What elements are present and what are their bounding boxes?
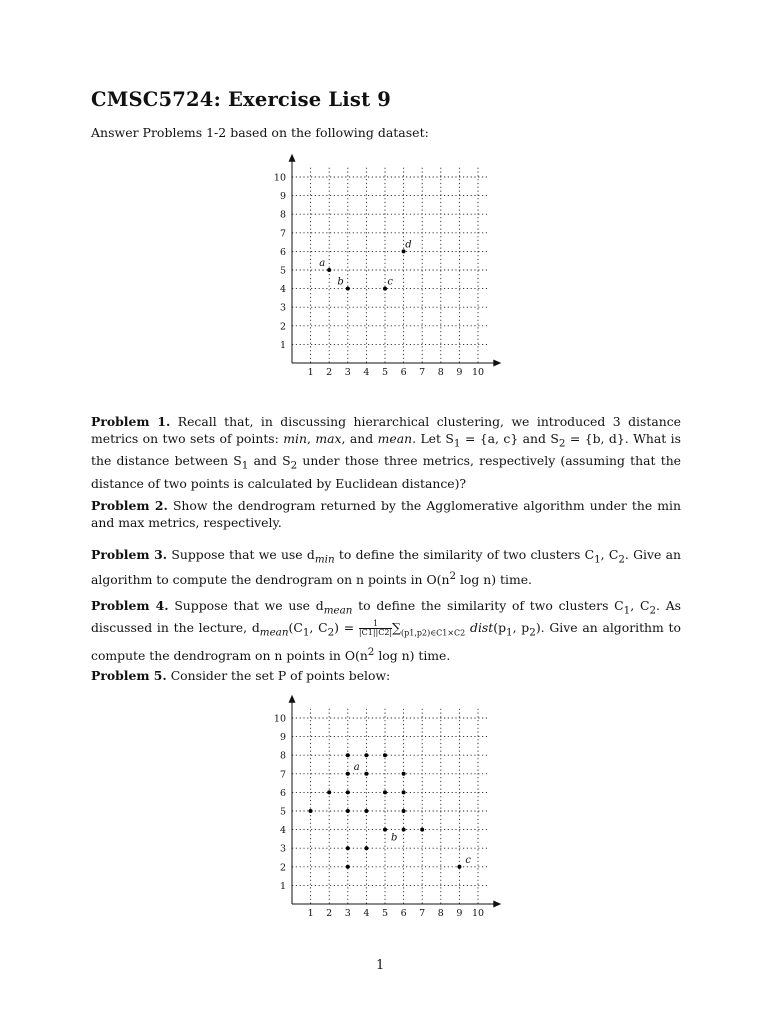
dist-function: dist [470, 620, 494, 636]
problem-3-text-d: . Give an algorithm to compute the dendrogram on n points in O(n [91, 547, 681, 588]
plot2-y-tick-label: 5 [279, 806, 286, 818]
plot2-data-point [364, 772, 368, 776]
problem-4-text-f: , C [309, 620, 328, 636]
problem-5 [91, 667, 681, 684]
plot1-x-arrow-icon [493, 360, 501, 367]
problem-5-text: Consider the set P of points below: [170, 668, 391, 683]
plot2-data-point [402, 828, 406, 832]
fraction-numerator: 1 [359, 620, 392, 629]
problem-1-text-f: under those three metrics, respectively (assuming that the distance of two points is calculated by Euclidean distance)? [91, 453, 682, 491]
plot2-data-point [420, 828, 424, 832]
problem-1-text-a: Recall that, in discussing hierarchical clustering, we introduced 3 distance metrics on two sets of points: [91, 414, 681, 446]
plot2-y-tick-label: 1 [279, 880, 286, 892]
sum-symbol: ∑ [392, 620, 401, 636]
plot1-data-point [327, 268, 331, 272]
plot2-data-point [346, 846, 350, 850]
plot1-x-tick-label: 4 [363, 367, 370, 378]
plot2-point-label: b [391, 832, 398, 844]
problem-3-text-c: , C [600, 547, 619, 562]
plot1-point-label: c [387, 276, 393, 288]
subscript: 1 [594, 553, 601, 566]
plot2-y-tick-label: 3 [279, 843, 286, 855]
subscript: 1 [302, 626, 310, 639]
plot2-x-tick-label: 9 [456, 908, 463, 919]
plot2-data-point [346, 772, 350, 776]
subscript: 1 [623, 604, 631, 617]
plot2-data-point [383, 828, 387, 832]
plot2-y-tick-label: 7 [279, 769, 286, 781]
problem-4-text-j: ). Give an algorithm to compute the dendrogram on n points in O(n [91, 620, 681, 664]
plot1-x-tick-label: 9 [456, 367, 463, 378]
plot2-data-point [364, 809, 368, 813]
plot2-data-point [309, 809, 313, 813]
problem-4-heading: Problem 4. [91, 598, 169, 613]
subscript: mean [323, 604, 353, 617]
plot2-y-tick-label: 10 [273, 713, 286, 725]
plot2-point-label: a [353, 761, 360, 773]
plot2-x-arrow-icon [493, 901, 501, 908]
problem-5-heading: Problem 5. [91, 668, 167, 683]
plot1-point-label: b [337, 276, 344, 288]
subscript: 1 [241, 459, 249, 472]
plot2-x-tick-label: 5 [381, 908, 389, 919]
subscript: 2 [327, 626, 335, 639]
metric-max: max [315, 431, 342, 446]
plot2-x-tick-label: 3 [344, 908, 351, 919]
plot2-data-point [327, 790, 331, 794]
plot2-data-point [346, 865, 350, 869]
subscript: min [314, 553, 335, 566]
problem-1-text-c: = {a, c} and S [460, 431, 559, 446]
problem-1-text-e: and S [248, 453, 291, 469]
problem-3 [91, 546, 681, 589]
problem-4-text-i: , p [512, 620, 530, 636]
subscript: 2 [529, 626, 536, 639]
problem-4-text-h: (p [493, 620, 507, 636]
superscript: 2 [367, 645, 375, 658]
subscript: mean [259, 626, 289, 639]
dataset-plot-1-svg [270, 150, 500, 390]
problem-4-text-b: to define the similarity of two clusters C [352, 598, 624, 613]
problem-1-heading: Problem 1. [91, 414, 171, 429]
page-number: 1 [376, 958, 385, 973]
plot2-x-tick-label: 10 [471, 908, 485, 919]
plot2-y-tick-label: 8 [279, 750, 286, 762]
plot1-point-label: a [319, 258, 326, 269]
plot1-x-tick-label: 5 [381, 367, 389, 378]
metric-min: min [283, 431, 307, 446]
plot2-x-tick-label: 2 [326, 908, 333, 919]
plot2-y-arrow-icon [289, 695, 296, 703]
problem-4-text-a: Suppose that we use d [174, 598, 324, 613]
dataset-plot-1 [270, 150, 500, 390]
sum-subscript: (p1,p2)∈C1×C2 [400, 628, 466, 638]
plot1-x-tick-label: 2 [326, 367, 333, 378]
problem-4-text-e: (C [288, 620, 303, 636]
plot2-data-point [457, 865, 461, 869]
subscript: 2 [290, 459, 298, 472]
subscript: 2 [558, 437, 566, 450]
fraction [359, 620, 392, 637]
plot2-data-point [364, 846, 368, 850]
problem-4-text-d: . As discussed in the lecture, d [91, 598, 682, 636]
problem-2-text: Show the dendrogram returned by the Agglomerative algorithm under the min and max metrics, respectively. [91, 498, 681, 530]
plot1-y-tick-label: 7 [279, 228, 286, 240]
plot2-data-point [402, 790, 406, 794]
sep-1: , [306, 431, 316, 446]
problem-4 [91, 597, 681, 665]
fraction-denominator: |C1||C2| [358, 628, 393, 638]
subscript: 1 [453, 437, 461, 450]
plot2-x-tick-label: 1 [307, 908, 314, 919]
superscript: 2 [449, 570, 457, 583]
plot2-data-point [402, 809, 406, 813]
plot1-y-tick-label: 10 [273, 172, 286, 184]
plot2-data-point [346, 809, 350, 813]
dataset-plot-2-svg [266, 688, 500, 928]
problem-1 [91, 413, 681, 492]
plot1-x-tick-label: 3 [344, 367, 351, 378]
subscript: 1 [506, 626, 513, 639]
plot1-x-tick-label: 8 [437, 367, 444, 378]
plot1-y-tick-label: 5 [279, 265, 286, 277]
plot2-data-point [383, 753, 387, 757]
plot1-y-tick-label: 8 [279, 209, 286, 221]
plot2-y-tick-label: 9 [279, 732, 286, 744]
plot2-y-tick-label: 2 [279, 862, 286, 874]
plot2-y-tick-label: 6 [279, 787, 286, 799]
plot2-data-point [383, 790, 387, 794]
problem-4-text-g: ) = [334, 620, 359, 636]
problem-3-text-b: to define the similarity of two clusters C [334, 547, 595, 562]
plot1-x-tick-label: 10 [471, 367, 485, 378]
plot2-data-point [346, 790, 350, 794]
plot1-y-tick-label: 1 [279, 339, 286, 351]
plot1-y-tick-label: 3 [279, 302, 286, 314]
problem-1-text-d: = {b, d}. What is the distance between S [91, 431, 681, 469]
plot1-x-tick-label: 1 [307, 367, 314, 378]
plot1-y-tick-label: 2 [279, 321, 286, 333]
subscript: 2 [618, 553, 625, 566]
plot2-y-tick-label: 4 [279, 825, 286, 837]
page-title: CMSC5724: Exercise List 9 [91, 88, 392, 111]
dataset-plot-2 [266, 688, 500, 928]
subscript: 2 [649, 604, 657, 617]
plot2-data-point [364, 753, 368, 757]
problem-4-text-c: , C [630, 598, 650, 613]
metric-mean: mean [377, 431, 413, 446]
plot2-point-label: c [465, 854, 472, 866]
plot2-data-point [402, 772, 406, 776]
problem-3-text-e: log n) time. [456, 572, 532, 588]
plot1-data-point [346, 287, 350, 291]
problem-1-text-b: . Let S [412, 431, 454, 446]
problem-3-heading: Problem 3. [91, 547, 168, 562]
intro-text: Answer Problems 1-2 based on the following dataset: [91, 125, 429, 140]
plot1-y-tick-label: 6 [279, 246, 286, 258]
problem-2-heading: Problem 2. [91, 498, 168, 513]
plot2-x-tick-label: 4 [363, 908, 370, 919]
plot1-point-label: d [405, 239, 412, 251]
problem-3-text-a: Suppose that we use d [171, 547, 315, 562]
plot1-data-point [383, 287, 387, 291]
problem-2 [91, 497, 681, 531]
plot1-y-arrow-icon [289, 154, 296, 162]
sep-2: , and [341, 431, 378, 446]
plot1-y-tick-label: 4 [279, 284, 286, 296]
plot1-x-tick-label: 6 [400, 367, 407, 378]
problem-4-text-k: log n) time. [374, 648, 451, 664]
plot2-data-point [346, 753, 350, 757]
plot1-x-tick-label: 7 [419, 367, 426, 378]
plot1-y-tick-label: 9 [279, 191, 286, 203]
plot2-x-tick-label: 7 [419, 908, 426, 919]
plot2-x-tick-label: 6 [400, 908, 407, 919]
plot2-x-tick-label: 8 [437, 908, 444, 919]
